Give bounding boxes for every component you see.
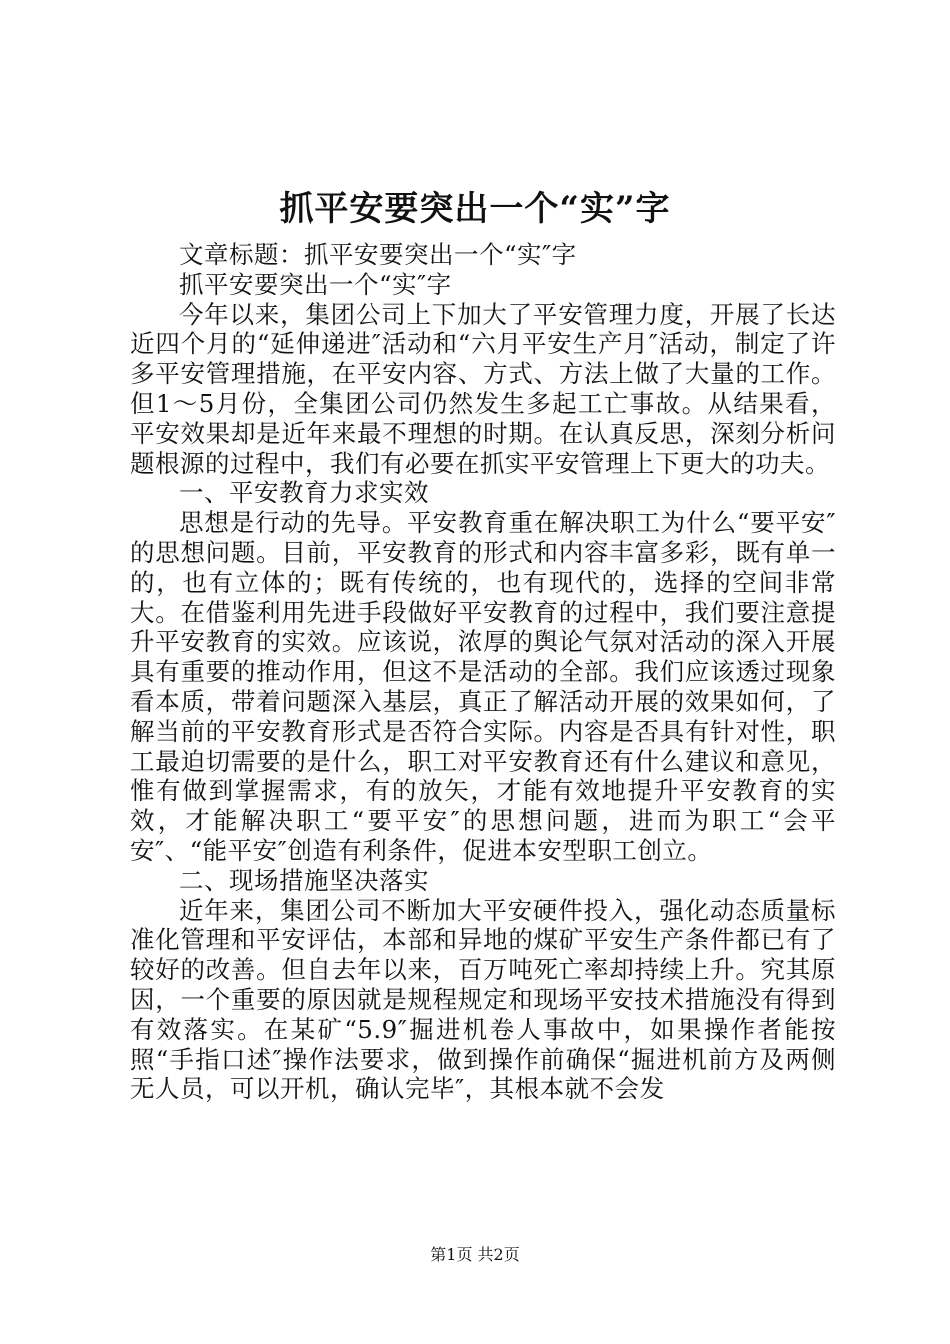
subtitle-line: 抓平安要突出一个“实″字 bbox=[179, 269, 452, 299]
section-heading-2: 二、现场措施坚决落实 bbox=[179, 865, 429, 895]
document-body bbox=[130, 210, 836, 1104]
intro-paragraph: 今年以来，集团公司上下加大了平安管理力度，开展了长达近四个月的“延伸递进″活动和“六月平安生产月″活动，制定了许多平安管理措施，在平安内容、方式、方法上做了大量的工作。但1～5月份，全集团公司仍然发生多起工亡事故。从结果看，平安效果却是近年来最不理想的时期。在认真反思，深刻分析问题根源的过程中，我们有必要在抓实平安管理上下更大的功夫。 bbox=[130, 299, 836, 478]
article-title-line: 文章标题：抓平安要突出一个“实″字 bbox=[179, 240, 577, 269]
page-footer: 第1页 共2页 bbox=[430, 1245, 520, 1264]
section-heading-1: 一、平安教育力求实效 bbox=[179, 478, 429, 508]
page-title: 抓平安要突出一个“实”字 bbox=[279, 189, 671, 229]
section-1-paragraph: 思想是行动的先导。平安教育重在解决职工为什么“要平安″的思想问题。目前，平安教育的形式和内容丰富多彩，既有单一的，也有立体的；既有传统的，也有现代的，选择的空间非常大。在借鉴利用先进手段做好平安教育的过程中，我们要注意提升平安教育的实效。应该说，浓厚的舆论气氛对活动的深入开展具有重要的推动作用，但这不是活动的全部。我们应该透过现象看本质，带着问题深入基层，真正了解活动开展的效果如何，了解当前的平安教育形式是否符合实际。内容是否具有针对性，职工最迫切需要的是什么，职工对平安教育还有什么建议和意见，惟有做到掌握需求，有的放矢，才能有效地提升平安教育的实效，才能解决职工“要平安″的思想问题，进而为职工“会平安″、“能平安″创造有利条件，促进本安型职工创立。 bbox=[130, 508, 836, 865]
section-2-paragraph: 近年来，集团公司不断加大平安硬件投入，强化动态质量标准化管理和平安评估，本部和异地的煤矿平安生产条件都已有了较好的改善。但自去年以来，百万吨死亡率却持续上升。究其原因，一个重要的原因就是规程规定和现场平安技术措施没有得到有效落实。在某矿“5.9″掘进机卷人事故中，如果操作者能按照“手指口述″操作法要求，做到操作前确保“掘进机前方及两侧无人员，可以开机，确认完毕″，其根本就不会发 bbox=[130, 895, 836, 1104]
